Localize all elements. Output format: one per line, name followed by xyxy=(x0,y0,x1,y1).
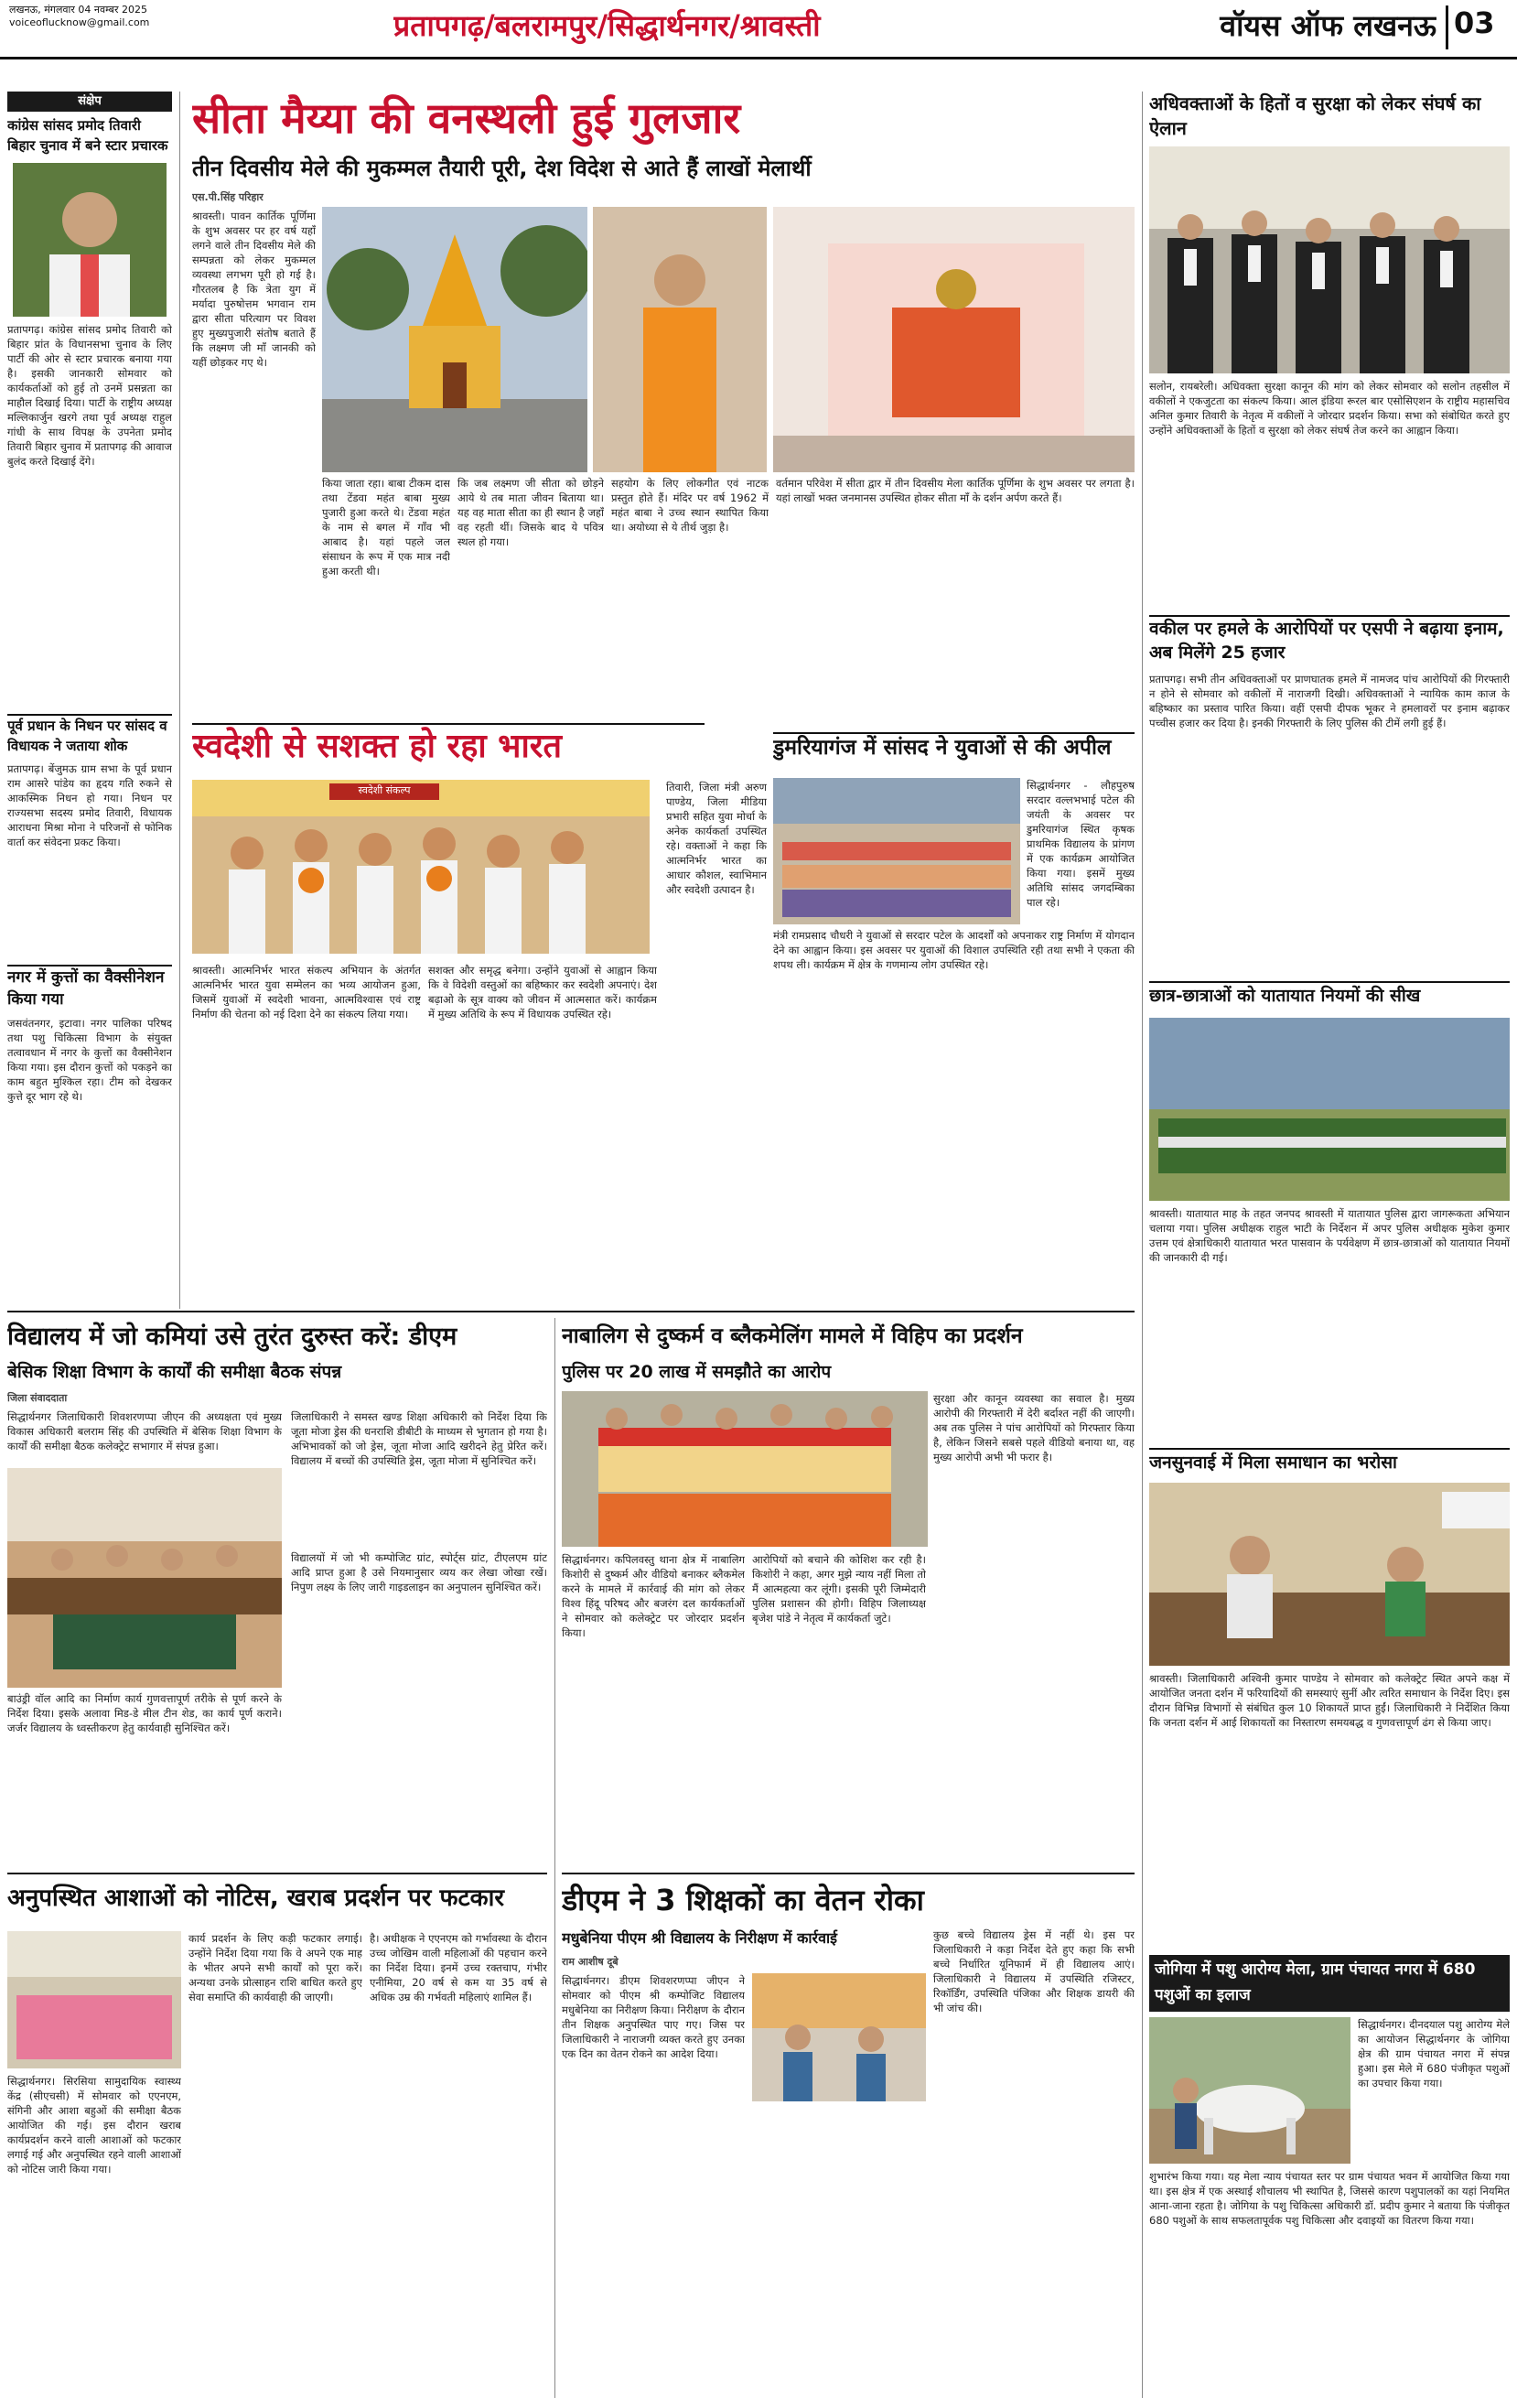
story-subhead: मधुबेनिया पीएम श्री विद्यालय के निरीक्षण में कार्रवाई xyxy=(562,1929,837,1947)
story-body: बाउंड्री वॉल आदि का निर्माण कार्य गुणवत्तापूर्ण तरीके से पूर्ण करने के निर्देश दिया। इसके अलावा मिड-डे मील टीन शेड, का कार्य पूर्ण कराने। जर्जर विद्यालय के ध्वस्तीकरण हेतु कार्यवाही सुनिश्चित करें। xyxy=(7,1692,282,1734)
region-title: प्रतापगढ़/बलरामपुर/सिद्धार्थनगर/श्रावस्ती xyxy=(393,8,821,43)
story-headline: कांग्रेस सांसद प्रमोद तिवारी बिहार चुनाव में बने स्टार प्रचारक xyxy=(7,117,168,154)
hearing-photo xyxy=(1149,1483,1510,1666)
story-headline: पूर्व प्रधान के निधन पर सांसद व विधायक ने जताया शोक xyxy=(7,714,172,758)
story-body: तिवारी, जिला मंत्री अरुण पाण्डेय, जिला मीडिया प्रभारी सहित युवा मोर्चा के अनेक कार्यकर्ता उपस्थित रहे। वक्ताओं ने कहा कि आत्मनिर्भर भारत का आधार कौशल, स्वाभिमान और स्वदेशी उत्पादन है। xyxy=(666,781,767,896)
section-label: संक्षेप xyxy=(7,92,172,112)
story-body: है। अधीक्षक ने एएनएम को गर्भावस्था के दौरान उच्च जोखिम वाली महिलाओं की पहचान करने का निर्देश दिया। इनमें उच्च रक्तचाप, गंभीर एनीमिया, 20 वर्ष से कम या 35 वर्ष से अधिक उम्र की गर्भवती महिलाएं शामिल हैं। xyxy=(370,1932,547,2003)
group-photo xyxy=(192,780,650,954)
story-body: श्रावस्ती। आत्मनिर्भर भारत संकल्प अभियान के अंतर्गत आत्मनिर्भर भारत युवा सम्मेलन का भव्य आयोजन हुआ, जिसमें युवाओं में स्वदेशी भावना, आत्मविश्वास एवं राष्ट्र निर्माण की चेतना को नई दिशा देने का संकल्प लिया गया। xyxy=(192,964,421,1020)
lead-subhead: तीन दिवसीय मेले की मुकम्मल तैयारी पूरी, देश विदेश से आते हैं लाखों मेलार्थी xyxy=(192,156,812,181)
school-photo xyxy=(752,1973,926,2101)
story-body: श्रावस्ती। जिलाधिकारी अश्विनी कुमार पाण्डेय ने सोमवार को कलेक्ट्रेट स्थित अपने कक्ष में आयोजित जनता दर्शन में फरियादियों की समस्याएं सुनीं और त्वरित समाधान के निर्देश दिए। इस दौरान विभिन्न विभागों से संबंधित कुल 10 शिकायतें प्राप्त हुईं। जिलाधिकारी ने निर्देशित किया कि जनता दर्शन में आई शिकायतों का निस्तारण समयबद्ध व गुणवत्तापूर्ण ढंग से किया जाए। xyxy=(1149,1672,1510,1729)
story-body: सशक्त और समृद्ध बनेगा। उन्होंने युवाओं से आह्वान किया कि वे विदेशी वस्तुओं का बहिष्कार कर स्वदेशी अपनाएं। देश बढ़ाओ के सूत्र वाक्य को जीवन में आत्मसात करें। कार्यक्रम में मुख्य अतिथि के रूप में विधायक उपस्थित रहे। xyxy=(428,964,657,1020)
story-body: सिद्धार्थनगर। कपिलवस्तु थाना क्षेत्र में नाबालिग किशोरी से दुष्कर्म और वीडियो बनाकर ब्लैकमेल करने के मामले में कार्रवाई की मांग को लेकर विश्व हिंदू परिषद और बजरंग दल कार्यकर्ताओं ने सोमवार को कलेक्ट्रेट पर जोरदार प्रदर्शन किया। xyxy=(562,1553,745,1639)
crowd-photo xyxy=(773,778,1020,924)
story-body: सुरक्षा और कानून व्यवस्था का सवाल है। मुख्य आरोपी की गिरफ्तारी में देरी बर्दाश्त नहीं की जाएगी। अब तक पुलिस ने पांच आरोपियों को गिरफ्तार किया है, लेकिन जिसने सबसे पहले वीडियो बनाया था, वह मुख्य आरोपी अभी भी फरार है। xyxy=(933,1392,1135,1463)
story-headline: छात्र-छात्राओं को यातायात नियमों की सीख xyxy=(1149,981,1510,1012)
story-body: श्रावस्ती। यातायात माह के तहत जनपद श्रावस्ती में यातायात पुलिस द्वारा जागरूकता अभियान चलाया गया। पुलिस अधीक्षक राहुल भाटी के निर्देशन में अपर पुलिस अधीक्षक मुकेश कुमार उत्तम एवं क्षेत्राधिकारी यातायात भरत पासवान के पर्यवेक्षण में छात्र-छात्राओं को यातायात नियमों की जानकारी दी गई। xyxy=(1149,1207,1510,1264)
story-headline: जनसुनवाई में मिला समाधान का भरोसा xyxy=(1149,1448,1510,1479)
story-body: शुभारंभ किया गया। यह मेला न्याय पंचायत स्तर पर ग्राम पंचायत भवन में आयोजित किया गया था। इस क्षेत्र में एक अस्थाई शौचालय भी स्थापित है, जिससे कारण पशुपालकों का यहां नियमित आना-जाना रहता है। जोगिया के पशु चिकित्सा अधिकारी डॉ. प्रदीप कुमार ने बताया कि पंजीकृत 680 पशुओं के साथ सफलतापूर्वक पशु चिकित्सा और दवाइयों का वितरण किया गया। xyxy=(1149,2170,1510,2227)
story-headline: वकील पर हमले के आरोपियों पर एसपी ने बढ़ाया इनाम, अब मिलेंगे 25 हजार xyxy=(1149,615,1510,666)
shrine-photo xyxy=(773,207,1135,472)
story-body: जिलाधिकारी ने समस्त खण्ड शिक्षा अधिकारी को निर्देश दिया कि जूता मोजा ड्रेस की धनराशि डीबीटी के माध्यम से भुगतान हो गया है। अभिभावकों को जो ड्रेस, जूता मोजा आदि खरीदने हेतु प्रेरित करें। विद्यालय में बच्चों की उपस्थिति ड्रेस, जूता मोजा में सुनिश्चित करें। xyxy=(291,1410,547,1467)
story-body: सिद्धार्थनगर जिलाधिकारी शिवशरणप्पा जीएन की अध्यक्षता एवं मुख्य विकास अधिकारी बलराम सिंह की उपस्थिति में बेसिक शिक्षा विभाग के कार्यों की समीक्षा बैठक कलेक्ट्रेट सभागार में संपन्न हुआ। xyxy=(7,1410,282,1452)
story-body: सिद्धार्थनगर। दीनदयाल पशु आरोग्य मेले का आयोजन सिद्धार्थनगर के जोगिया क्षेत्र की ग्राम पंचायत नगरा में संपन्न हुआ। इस मेले में 680 पंजीकृत पशुओं का उपचार किया गया। xyxy=(1358,2018,1510,2089)
story-body: सिद्धार्थनगर - लौहपुरुष सरदार वल्लभभाई पटेल की जयंती के अवसर पर डुमरियागंज स्थित कृषक प्राथमिक विद्यालय के प्रांगण में एक कार्यक्रम आयोजित किया गया। इसमें मुख्य अतिथि सांसद जगदम्बिका पाल रहे। xyxy=(1027,779,1135,909)
meeting-photo xyxy=(7,1468,282,1688)
story-headline: अनुपस्थित आशाओं को नोटिस, खराब प्रदर्शन पर फटकार xyxy=(7,1884,504,1912)
page-number: 03 xyxy=(1446,5,1510,49)
lead-byline: एस.पी.सिंह परिहार xyxy=(192,191,264,203)
story-body: प्रतापगढ़। बेंजुमऊ ग्राम सभा के पूर्व प्रधान राम आसरे पांडेय का हृदय गति रुकने से आकस्मिक निधन हो गया। निधन पर राज्यसभा सदस्य प्रमोद तिवारी, विधायक आराधना मिश्रा मोना ने परिजनों से फोनिक वार्ता कर संवेदना प्रकट किया। xyxy=(7,762,172,848)
story-headline: स्वदेशी से सशक्त हो रहा भारत xyxy=(192,723,705,772)
story-body: कार्य प्रदर्शन के लिए कड़ी फटकार लगाई। उन्होंने निर्देश दिया गया कि वे अपने एक माह के भीतर अपने सभी कार्यों को पूरा करें। अन्यथा उनके प्रोत्साहन राशि बाधित करते हुए सेवा समाप्ति की कार्यवाही की जाएगी। xyxy=(188,1932,362,2003)
story-subhead: बेसिक शिक्षा विभाग के कार्यों की समीक्षा बैठक संपन्न xyxy=(7,1362,342,1382)
priest-photo xyxy=(593,207,767,472)
story-body: प्रतापगढ़। सभी तीन अधिवक्ताओं पर प्राणघातक हमले में नामजद पांच आरोपियों की गिरफ्तारी न होने से सोमवार को वकीलों में नाराजगी दिखी। अधिवक्ताओं ने न्यायिक काम काज के बहिष्कार का प्रस्ताव पारित किया। वहीं एसपी दीपक भूकर ने हमलावरों पर इनाम बढ़ाकर पच्चीस हजार कर दिया है। इनकी गिरफ्तारी के लिए पुलिस की टीमें लगी हुई हैं। xyxy=(1149,673,1510,729)
story-body: मंत्री रामप्रसाद चौधरी ने युवाओं से सरदार पटेल के आदर्शों को अपनाकर राष्ट्र निर्माण में योगदान देने का आह्वान किया। इस अवसर पर युवाओं की विशाल उपस्थिति रही तथा सभी ने एकता की शपथ ली। कार्यक्रम में क्षेत्र के गणमान्य लोग उपस्थित रहे। xyxy=(773,929,1135,971)
section-rule xyxy=(7,1311,1135,1312)
story-headline: नगर में कुत्तों का वैक्सीनेशन किया गया xyxy=(7,965,172,1010)
masthead xyxy=(0,0,1517,55)
masthead-meta xyxy=(9,4,174,29)
column-rule xyxy=(1142,92,1143,2398)
section-rule xyxy=(562,1873,1135,1874)
story-body: सिद्धार्थनगर। सिरसिया सामुदायिक स्वास्थ्य केंद्र (सीएचसी) में सोमवार को एएनएम, संगिनी और आशा बहुओं की समीक्षा बैठक आयोजित की गई। इस दौरान खराब कार्यप्रदर्शन करने वाली आशाओं को फटकार लगाई गई और अनुपस्थित रहने वाली आशाओं को नोटिस जारी किया गया। xyxy=(7,2075,181,2176)
story-headline: डीएम ने 3 शिक्षकों का वेतन रोका xyxy=(562,1883,924,1917)
lead-body: श्रावस्ती। पावन कार्तिक पूर्णिमा के शुभ अवसर पर हर वर्ष यहाँ लगने वाले तीन दिवसीय मेले की सम्पन्नता को लेकर मुकम्मल व्यवस्था लगभग पूरी हो गई है। गौरतलब है कि त्रेता युग में मर्यादा पुरुषोत्तम भगवान राम द्वारा सीता परित्याग पर विवश हुए मुख्यपुजारी संतोष बताते हैं कि लक्ष्मण जी माँ जानकी को यहीं छोड़कर गए थे। xyxy=(192,210,316,369)
lead-body: किया जाता रहा। बाबा टीकम दास तथा टेंडवा महंत बाबा मुख्य पुजारी हुआ करते थे। टेंडवा महंत के नाम से बगल में गाँव भी आबाद है। यहां पहले जल संसाधन के रूप में एक मात्र नदी हुआ करती थी। xyxy=(322,477,450,578)
story-headline: डुमरियागंज में सांसद ने युवाओं से की अपील xyxy=(773,732,1135,771)
lead-body: कि जब लक्ष्मण जी सीता को छोड़ने आये थे तब माता जीवन बिताया था। यह वह माता सीता का ही स्थान है जहाँ वह रहती थीं। जिसके बाद ये पवित्र स्थल हो गया। xyxy=(457,477,604,548)
story-body: कुछ बच्चे विद्यालय ड्रेस में नहीं थे। इस पर जिलाधिकारी ने कड़ा निर्देश देते हुए कहा कि सभी बच्चे निर्धारित यूनिफार्म में ही विद्यालय आएं। जिलाधिकारी ने विद्यालय में उपस्थिति रजिस्टर, रिकॉर्डिंग, उपस्थिति पंजिका और शिक्षक डायरी की भी जांच की। xyxy=(933,1928,1135,2014)
lead-headline: सीता मैय्या की वनस्थली हुई गुलजार xyxy=(192,93,741,143)
story-body: सलोन, रायबरेली। अधिवक्ता सुरक्षा कानून की मांग को लेकर सोमवार को सलोन तहसील में वकीलों ने एकजुटता का संकल्प किया। आल इंडिया रूरल बार एसोसिएशन के राष्ट्रीय महासचिव अनिल कुमार तिवारी के नेतृत्व में वकीलों ने जोरदार प्रदर्शन किया। सभा को संबोधित करते हुए उन्होंने अधिवक्ताओं के हितों व सुरक्षा को लेकर संघर्ष तेज करने का आह्वान किया। xyxy=(1149,380,1510,437)
story-body: सिद्धार्थनगर। डीएम शिवशरणप्पा जीएन ने सोमवार को पीएम श्री कम्पोजिट विद्यालय मधुबेनिया का निरीक्षण किया। निरीक्षण के दौरान तीन शिक्षक अनुपस्थित पाए गए। जिस पर जिलाधिकारी ने नाराजगी व्यक्त करते हुए उनका एक दिन का वेतन रोकने का आदेश दिया। xyxy=(562,1974,745,2060)
column-rule xyxy=(179,92,180,1309)
story-headline: जोगिया में पशु आरोग्य मेला, ग्राम पंचायत नगरा में 680 पशुओं का इलाज xyxy=(1149,1955,1510,2012)
photo-caption: स्वदेशी संकल्प xyxy=(329,783,439,800)
protest-photo xyxy=(562,1391,928,1547)
section-rule xyxy=(7,1873,547,1874)
story-headline: विद्यालय में जो कमियां उसे तुरंत दुरुस्त करें: डीएम xyxy=(7,1323,457,1351)
lawyers-photo xyxy=(1149,146,1510,373)
lead-body: वर्तमान परिवेश में सीता द्वार में तीन दिवसीय मेला कार्तिक पूर्णिमा के शुभ अवसर पर लगता है। यहां लाखों भक्त जनमानस उपस्थित होकर सीता माँ के दर्शन अर्पण करते हैं। xyxy=(776,477,1135,504)
portrait-photo xyxy=(13,163,167,317)
students-photo xyxy=(1149,1018,1510,1201)
asha-meeting-photo xyxy=(7,1931,181,2068)
cattle-photo xyxy=(1149,2017,1350,2164)
lead-body: सहयोग के लिए लोकगीत एवं नाटक प्रस्तुत होते हैं। मंदिर पर वर्ष 1962 में महंत बाबा ने उच्च स्थान स्थापित किया था। अयोध्या से ये तीर्थ जुड़ा है। xyxy=(611,477,769,534)
brand-name: वॉयस ऑफ लखनऊ xyxy=(1220,8,1436,43)
masthead-rule xyxy=(0,57,1517,59)
column-rule xyxy=(554,1318,555,2398)
story-byline: जिला संवाददाता xyxy=(7,1392,68,1404)
story-subhead: पुलिस पर 20 लाख में समझौते का आरोप xyxy=(562,1362,832,1382)
story-body: जसवंतनगर, इटावा। नगर पालिका परिषद तथा पशु चिकित्सा विभाग के संयुक्त तत्वावधान में नगर के कुत्तों का वैक्सीनेशन किया गया। इस दौरान कुत्तों को पकड़ने का काम बहुत मुश्किल रहा। टीम को देखकर कुत्ते दूर भाग रहे थे। xyxy=(7,1017,172,1103)
story-body: विद्यालयों में जो भी कम्पोजिट ग्रांट, स्पोर्ट्स ग्रांट, टीएलएम ग्रांट आदि प्राप्त हुआ है उसे नियमानुसार व्यय कर लेखा जोखा रखें। निपुण लक्ष्य के लिए जारी गाइडलाइन का अनुपालन सुनिश्चित करें। xyxy=(291,1551,547,1593)
story-headline: नाबालिग से दुष्कर्म व ब्लैकमेलिंग मामले में विहिप का प्रदर्शन xyxy=(562,1324,1023,1348)
issue-date: लखनऊ, मंगलवार 04 नवम्बर 2025 xyxy=(9,4,147,16)
website: voiceoflucknow@gmail.com xyxy=(9,16,150,28)
story-body: प्रतापगढ़। कांग्रेस सांसद प्रमोद तिवारी को बिहार प्रांत के विधानसभा चुनाव के लिए पार्टी की ओर से स्टार प्रचारक बनाया गया है। इसकी जानकारी सोमवार को कार्यकर्ताओं को हुई तो उनमें प्रसन्नता का माहौल दिखाई दिया। पार्टी के राष्ट्रीय अध्यक्ष मल्लिकार्जुन खरगे तथा पूर्व अध्यक्ष राहुल गांधी के साथ विपक्ष के उपनेता प्रमोद तिवारी बिहार चुनाव में प्रतापगढ़ की आवाज बुलंद करते दिखाई देंगे। xyxy=(7,323,172,468)
story-byline: राम आशीष दूबे xyxy=(562,1956,619,1968)
story-headline: अधिवक्ताओं के हितों व सुरक्षा को लेकर संघर्ष का ऐलान xyxy=(1149,92,1481,139)
story-body: आरोपियों को बचाने की कोशिश कर रही है। किशोरी ने कहा, अगर मुझे न्याय नहीं मिला तो मैं आत्महत्या कर लूंगी। इसकी पूरी जिम्मेदारी पुलिस प्रशासन की होगी। विहिप जिलाध्यक्ष बृजेश पांडे ने नेतृत्व में कार्यकर्ता जुटे। xyxy=(752,1553,926,1625)
temple-photo xyxy=(322,207,587,472)
